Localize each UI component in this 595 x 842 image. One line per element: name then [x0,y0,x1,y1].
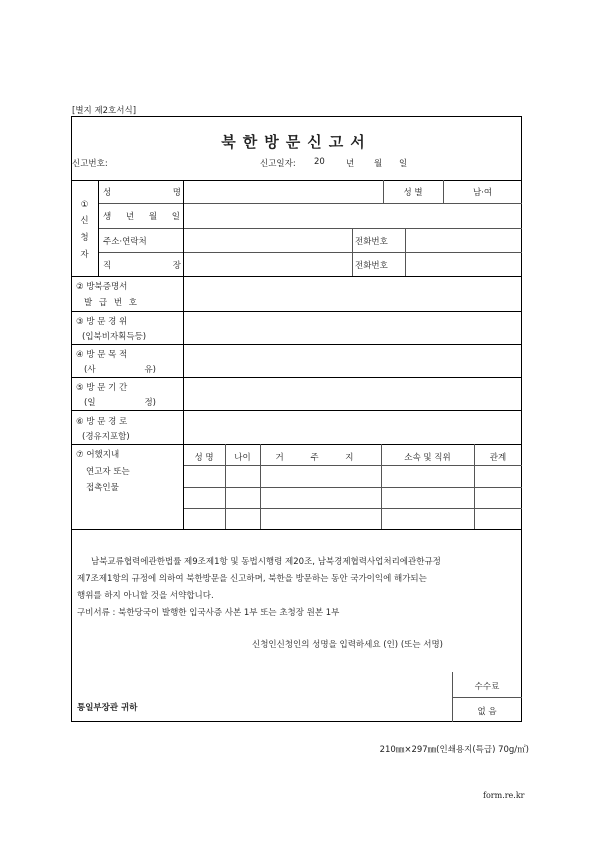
name-label: 성 명 [103,188,181,198]
visit-background-sublabel: (입북비자획득등) [82,332,147,342]
visit-period-sublabel: (일 정) [84,398,156,408]
birth-date-field[interactable] [184,204,521,227]
companion-row[interactable] [184,509,521,528]
visit-purpose-field[interactable] [184,345,521,376]
page-title: 북한방문신고서 [221,133,372,151]
workplace-label: 직 장 [103,261,181,271]
rule [352,228,353,276]
recipient: 통일부장관 귀하 [77,703,138,713]
required-documents: 구비서류 : 북한당국이 발행한 입국사증 사본 1부 또는 초청장 원본 1부 [77,608,340,618]
visit-purpose-label: ④ 방 문 목 적 [76,350,128,360]
report-date-month-unit: 월 [374,159,383,169]
address-field[interactable] [184,229,351,251]
visit-background-label: ③ 방 문 경 위 [76,317,128,327]
fee-value: 없 음 [477,707,497,717]
companion-label-line2: 연고자 또는 [86,467,130,477]
sex-value[interactable]: 남·여 [472,188,493,198]
applicant-section-label-char: 청 [80,233,89,243]
rule [71,444,522,445]
visit-purpose-sublabel: (사 유) [84,365,156,375]
companion-header-residence: 거 주 지 [275,453,366,463]
phone-field[interactable] [406,229,521,251]
applicant-section-label-char: 자 [80,250,89,260]
permit-label: ② 방북증명서 [76,282,128,292]
companion-header-affiliation: 소속 및 직위 [404,453,451,463]
visit-period-label: ⑤ 방 문 기 간 [76,383,128,393]
applicant-signature[interactable]: 신청인신청인의 성명을 입력하세요 (인) (또는 서명) [252,640,443,650]
report-date-year: 20 [314,157,325,167]
visit-route-field[interactable] [184,411,521,443]
visit-background-field[interactable] [184,312,521,343]
companion-header-age: 나이 [234,453,251,463]
visit-period-field[interactable] [184,378,521,409]
permit-number-label: 발 급 번 호 [84,298,139,308]
companion-label: ⑦ 어했지내 [76,450,120,460]
report-date-year-unit: 년 [346,159,355,169]
statement-line: 남북교류협력에관한법률 제9조제1항 및 동법시행령 제20조, 남북경제협력사업처리에관한규정 [91,557,441,567]
birth-date-label: 생 년 월 일 [103,212,186,222]
paper-spec-note: 210㎜×297㎜(인쇄용지(특급) 70g/㎡) [379,745,529,755]
rule [452,697,522,698]
work-phone-label: 전화번호 [355,261,388,271]
fee-label: 수수료 [474,682,500,692]
applicant-section-number: ① [80,200,89,210]
sex-label: 성 별 [403,188,423,198]
address-contact-label: 주소·연락처 [103,237,147,247]
report-number-label: 신고번호: [72,159,108,169]
report-date-label: 신고일자: [260,159,296,169]
form-label: [별지 제2호서식] [72,106,137,116]
companion-row[interactable] [184,466,521,486]
applicant-section-label-char: 신 [80,216,89,226]
visit-route-label: ⑥ 방 문 경 로 [76,417,128,427]
workplace-field[interactable] [184,253,351,275]
work-phone-field[interactable] [406,253,521,275]
site-watermark: form.re.kr [483,791,525,800]
rule [71,529,522,530]
report-date-day-unit: 일 [399,159,408,169]
name-field[interactable] [184,181,382,202]
statement-line: 행위를 하지 아니할 것을 서약합니다. [77,591,214,601]
companion-header-name: 성 명 [194,453,214,463]
phone-label: 전화번호 [355,237,388,247]
statement-line: 제7조제1항의 규정에 의하여 북한방문을 신고하며, 북한을 방문하는 동안 국가이익에 해가되는 [77,574,427,584]
companion-header-relation: 관계 [489,453,507,463]
visit-route-sublabel: (경유지포함) [82,432,130,442]
companion-row[interactable] [184,488,521,507]
rule [98,180,99,276]
companion-label-line3: 접촉인물 [86,483,119,493]
permit-number-field[interactable] [184,277,521,310]
